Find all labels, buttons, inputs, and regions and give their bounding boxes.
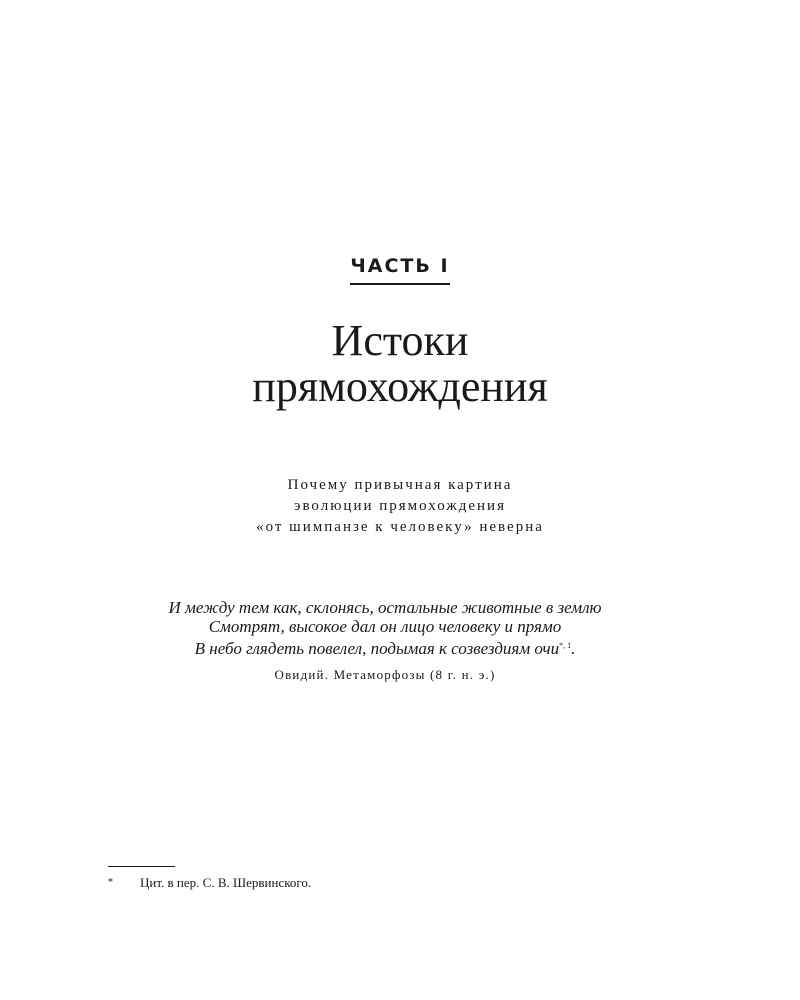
chapter-subtitle [0, 475, 800, 538]
epigraph-end-punct: . [571, 639, 576, 658]
epigraph [0, 598, 770, 658]
footnote-marker: * [108, 877, 113, 888]
epigraph-line-2: Смотрят, высокое дал он лицо человеку и прямо [208, 617, 562, 636]
subtitle-line-1: Почему привычная картина [287, 477, 513, 493]
footnote-divider [108, 866, 175, 867]
chapter-title [0, 318, 800, 410]
epigraph-line-3-text: В небо глядеть повелел, подымая к созвездиям очи [194, 639, 560, 658]
epigraph-line-3 [0, 636, 770, 658]
part-label [0, 255, 800, 285]
epigraph-attribution: Овидий. Метаморфозы (8 г. н. э.) [274, 667, 496, 682]
part-label-text: ЧАСТЬ I [350, 255, 449, 285]
chapter-title-line-2: прямохождения [252, 362, 548, 411]
footnote [108, 875, 311, 891]
epigraph-note-refs: *, 1 [559, 641, 572, 650]
footnote-text: Цит. в пер. С. В. Шервинского. [140, 875, 312, 890]
epigraph-line-1: И между тем как, склонясь, остальные животные в землю [168, 598, 602, 617]
subtitle-line-3: «от шимпанзе к человеку» неверна [256, 519, 544, 535]
subtitle-line-2: эволюции прямохождения [294, 498, 506, 514]
chapter-title-line-1: Истоки [331, 316, 469, 365]
